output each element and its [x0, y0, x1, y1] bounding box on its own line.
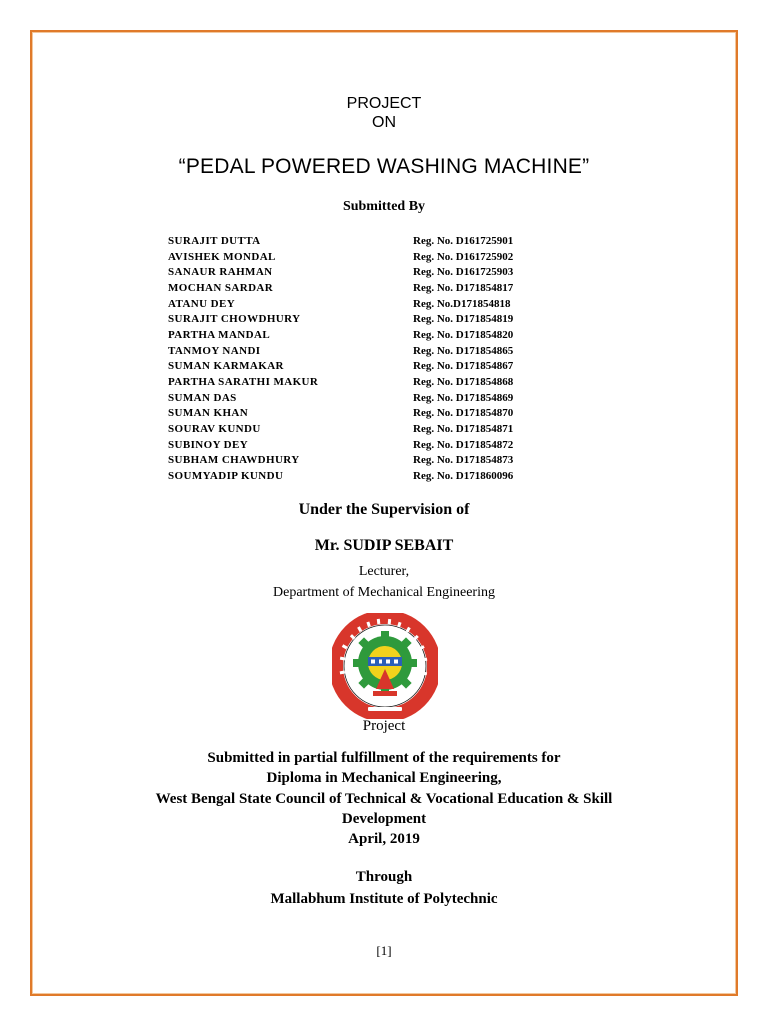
institute-logo — [332, 613, 438, 719]
member-name: SUMAN DAS — [168, 391, 237, 404]
member-name: SUBHAM CHAWDHURY — [168, 454, 300, 467]
institute-logo-emblem — [332, 613, 438, 719]
member-reg-no: Reg. No. D171854870 — [413, 407, 514, 420]
member-name: SUMAN KARMAKAR — [168, 360, 284, 373]
submission-line: West Bengal State Council of Technical & Vocational Education & Skill — [155, 790, 613, 807]
submission-line: Submitted in partial fulfillment of the requirements for — [207, 750, 561, 766]
member-name: SURAJIT DUTTA — [168, 234, 261, 247]
on-heading: ON — [372, 114, 396, 131]
member-name: SUBINOY DEY — [168, 438, 249, 451]
member-reg-no: Reg. No. D171854871 — [413, 423, 514, 436]
member-name: TANMOY NANDI — [168, 344, 261, 357]
member-row — [168, 437, 588, 453]
member-name: SANAUR RAHMAN — [168, 266, 273, 279]
member-row — [168, 280, 588, 296]
member-reg-no: Reg. No. D171854820 — [413, 328, 514, 341]
supervision-heading: Under the Supervision of — [298, 501, 470, 518]
submission-date: April, 2019 — [348, 831, 420, 848]
through-label: Through — [355, 869, 413, 885]
member-row — [168, 343, 588, 359]
member-row — [168, 249, 588, 265]
member-name: SUMAN KHAN — [168, 407, 249, 420]
member-name: SURAJIT CHOWDHURY — [168, 313, 301, 326]
member-row — [168, 233, 588, 249]
member-reg-no: Reg. No. D171860096 — [413, 470, 514, 483]
member-name: SOURAV KUNDU — [168, 423, 261, 436]
member-reg-no: Reg. No. D171854868 — [413, 376, 514, 389]
member-reg-no: Reg. No. D161725903 — [413, 266, 514, 279]
member-row — [168, 406, 588, 422]
member-reg-no: Reg. No. D171854819 — [413, 313, 514, 326]
project-label: Project — [362, 718, 406, 734]
member-reg-no: Reg. No.D171854818 — [413, 297, 511, 310]
member-row — [168, 390, 588, 406]
supervisor-position: Lecturer, — [358, 564, 410, 579]
page-number: [1] — [376, 943, 392, 958]
member-row — [168, 311, 588, 327]
supervisor-name: Mr. SUDIP SEBAIT — [314, 537, 454, 554]
institute-name: Mallabhum Institute of Polytechnic — [270, 891, 498, 907]
member-reg-no: Reg. No. D171854873 — [413, 454, 514, 467]
member-reg-no: Reg. No. D171854817 — [413, 281, 514, 294]
project-title: “PEDAL POWERED WASHING MACHINE” — [178, 155, 590, 178]
submission-line: Diploma in Mechanical Engineering, — [266, 770, 502, 787]
member-row — [168, 421, 588, 437]
member-name: PARTHA SARATHI MAKUR — [168, 376, 319, 389]
submitted-by-label: Submitted By — [342, 199, 426, 214]
member-reg-no: Reg. No. D171854869 — [413, 391, 514, 404]
member-name: SOUMYADIP KUNDU — [168, 470, 284, 483]
member-row — [168, 453, 588, 469]
member-reg-no: Reg. No. D161725902 — [413, 250, 514, 263]
member-row — [168, 327, 588, 343]
member-list — [168, 233, 588, 484]
member-reg-no: Reg. No. D171854872 — [413, 438, 514, 451]
submission-statement — [0, 748, 768, 849]
member-row — [168, 296, 588, 312]
member-row — [168, 264, 588, 280]
submission-line: Development — [341, 810, 427, 827]
member-name: PARTHA MANDAL — [168, 328, 271, 341]
member-reg-no: Reg. No. D171854865 — [413, 344, 514, 357]
member-row — [168, 359, 588, 375]
member-reg-no: Reg. No. D171854867 — [413, 360, 514, 373]
member-row — [168, 374, 588, 390]
member-name: AVISHEK MONDAL — [168, 250, 276, 263]
member-name: MOCHAN SARDAR — [168, 281, 274, 294]
member-name: ATANU DEY — [168, 297, 236, 310]
supervisor-department: Department of Mechanical Engineering — [273, 585, 495, 600]
member-row — [168, 468, 588, 484]
project-heading: PROJECT — [346, 95, 422, 112]
member-reg-no: Reg. No. D161725901 — [413, 234, 514, 247]
